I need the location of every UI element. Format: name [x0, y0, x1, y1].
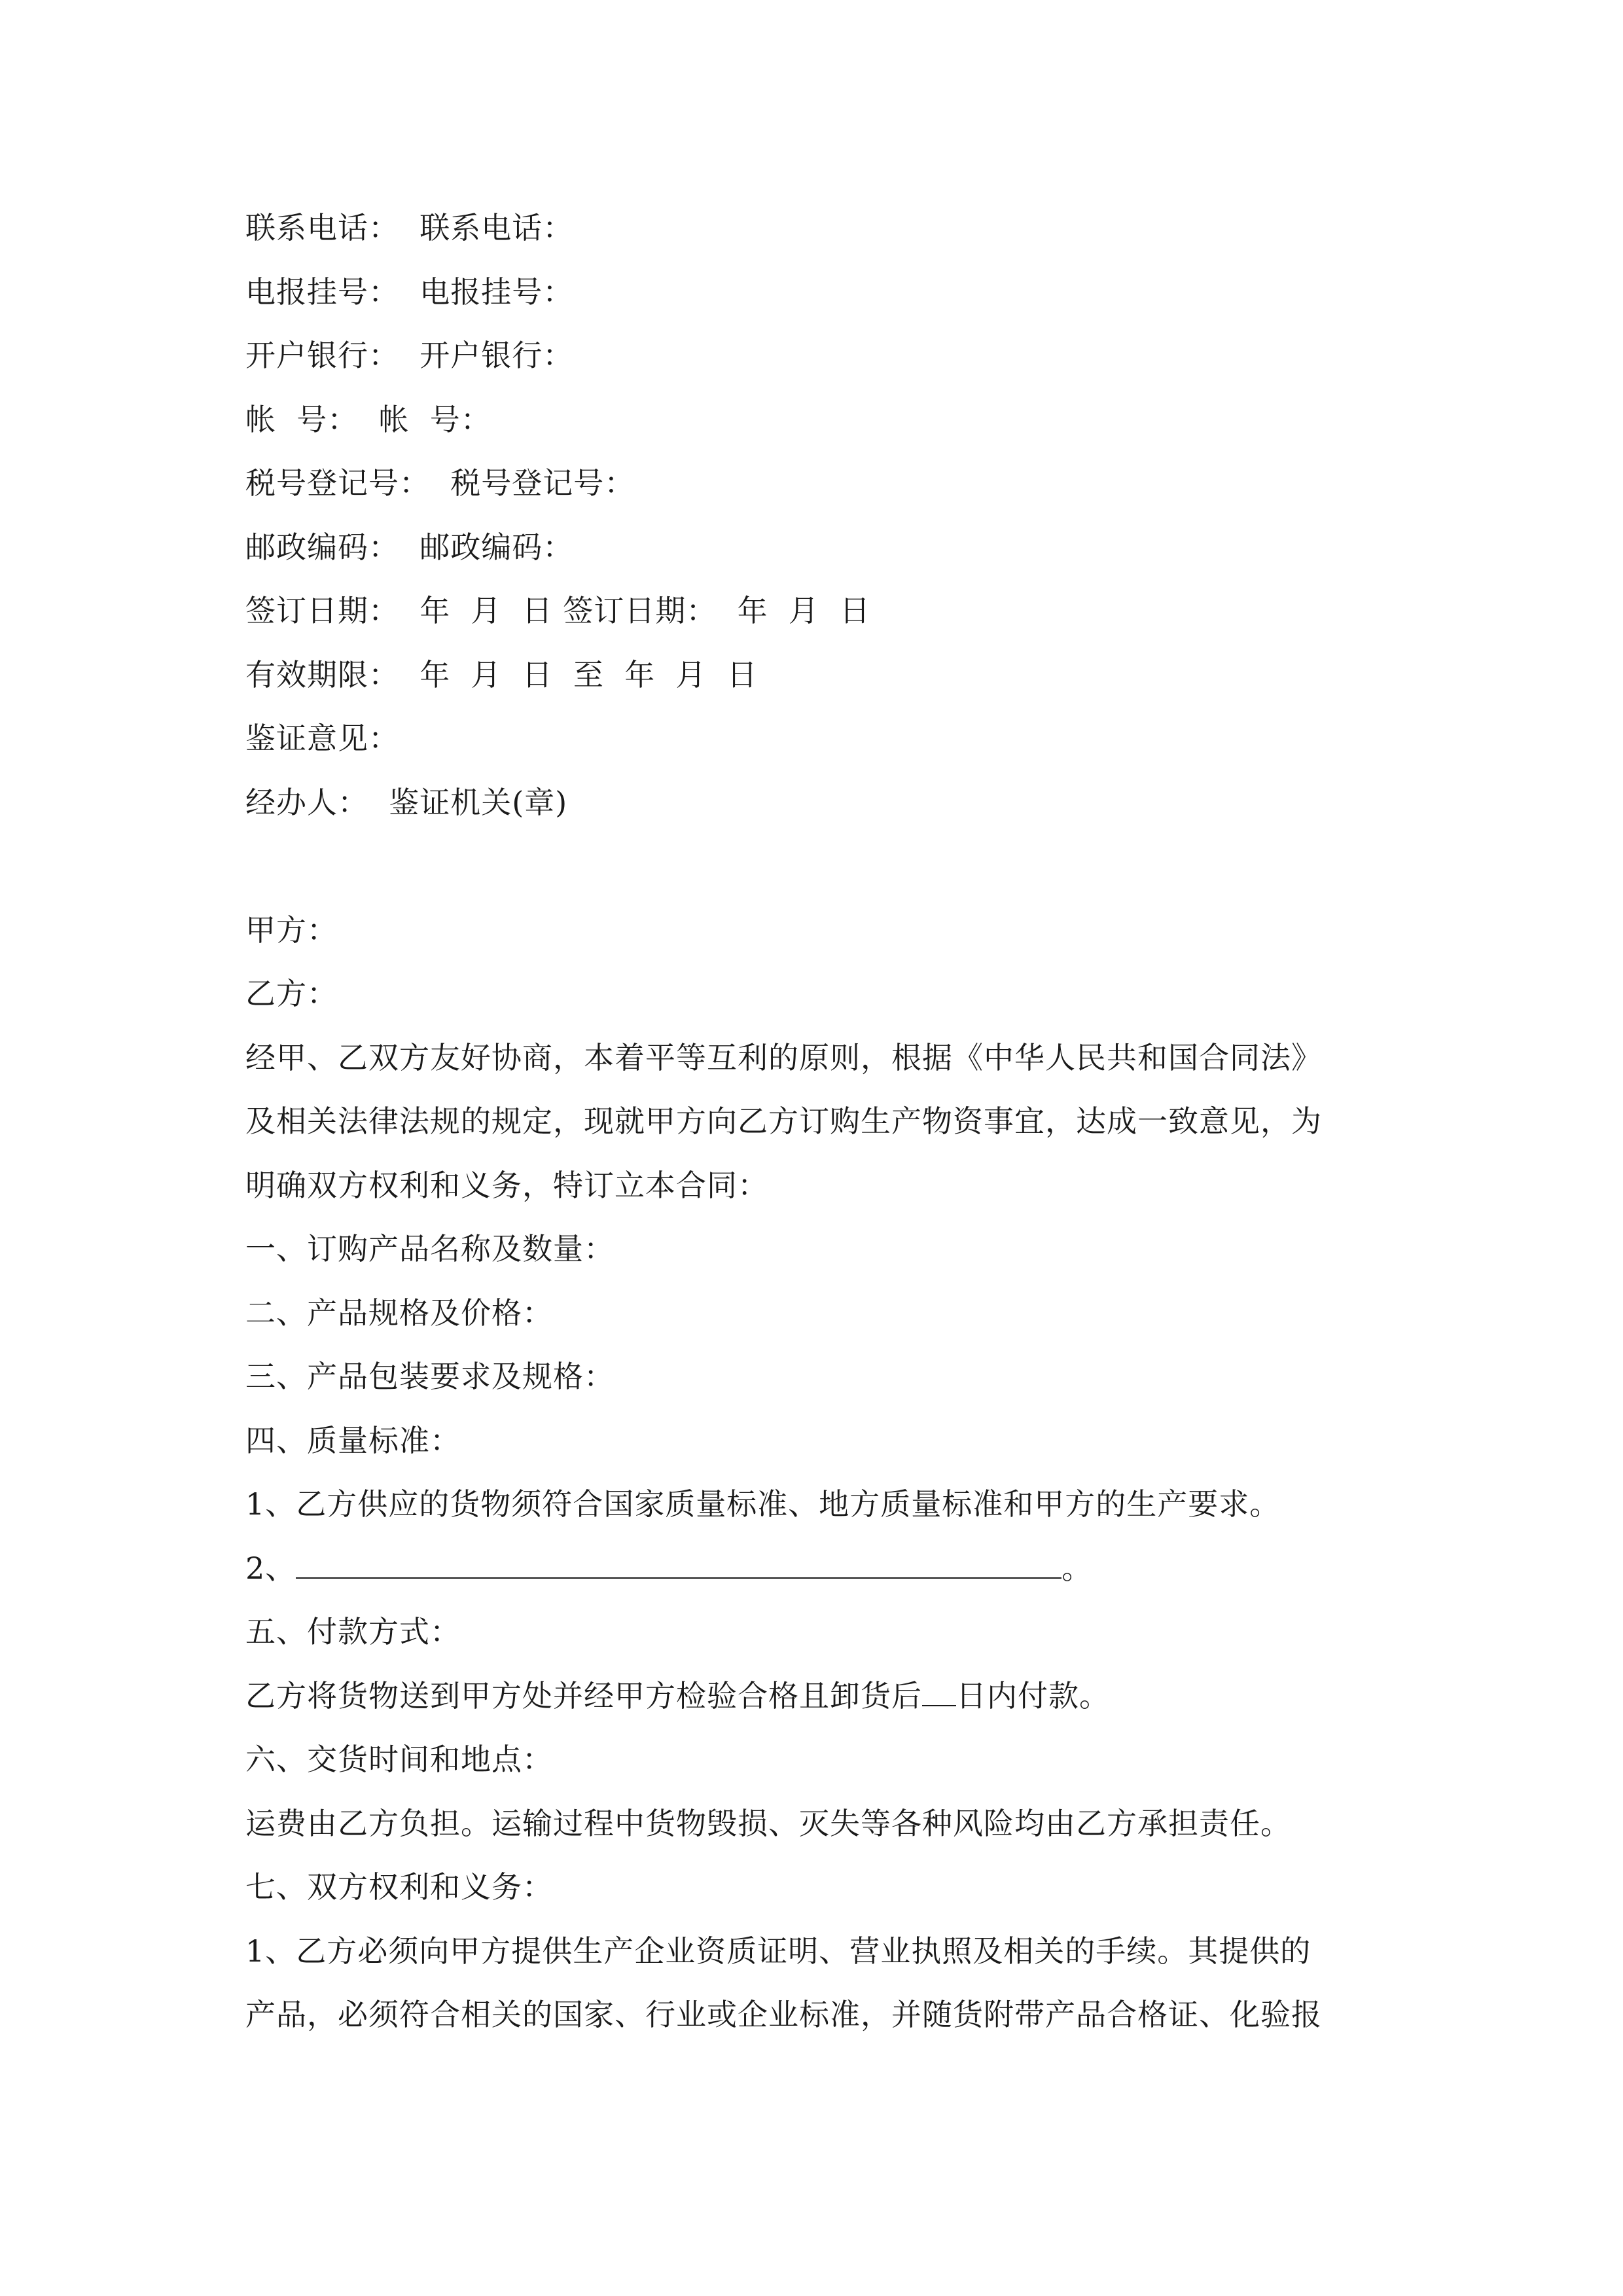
- handler-line: 经办人： 鉴证机关(章): [245, 784, 568, 820]
- validity-period: 有效期限： 年 月 日 至 年 月 日: [245, 656, 758, 692]
- clause-6-heading: 六、交货时间和地点：: [245, 1742, 553, 1777]
- contact-telegraph: 电报挂号： 电报挂号：: [245, 274, 574, 310]
- contact-tax: 税号登记号： 税号登记号：: [245, 465, 635, 501]
- days-blank[interactable]: [922, 1679, 956, 1706]
- clause-7-heading: 七、双方权利和义务：: [245, 1869, 553, 1905]
- clause-4-item-2: [245, 1537, 1423, 1601]
- party-a: 甲方：: [245, 912, 338, 948]
- fill-in-blank-line[interactable]: [296, 1551, 1061, 1579]
- section-gap: [245, 834, 1423, 899]
- clause-2-heading: 二、产品规格及价格：: [245, 1295, 553, 1331]
- preamble-line-3: 明确双方权利和义务，特订立本合同：: [245, 1167, 768, 1203]
- clause-1-heading: 一、订购产品名称及数量：: [245, 1231, 615, 1266]
- clause-5-text: [245, 1664, 1423, 1729]
- clause-6-text: 运费由乙方负担。运输过程中货物毁损、灭失等各种风险均由乙方承担责任。: [245, 1805, 1291, 1841]
- clause-4-item-1: 1、乙方供应的货物须符合国家质量标准、地方质量标准和甲方的生产要求。: [245, 1486, 1281, 1522]
- contact-bank: 开户银行： 开户银行：: [245, 338, 574, 373]
- sign-date: 签订日期： 年 月 日 签订日期： 年 月 日: [245, 593, 871, 628]
- clause-4-heading: 四、质量标准：: [245, 1422, 461, 1458]
- contract-body: [245, 196, 1423, 2047]
- clause-4-item-2-prefix: 2、: [245, 1550, 296, 1586]
- contact-phone: 联系电话： 联系电话：: [245, 210, 574, 245]
- clause-7-item-1-line-1: 1、乙方必须向甲方提供生产企业资质证明、营业执照及相关的手续。其提供的: [245, 1933, 1311, 1969]
- contact-postal: 邮政编码： 邮政编码：: [245, 529, 574, 565]
- party-b: 乙方：: [245, 976, 338, 1011]
- clause-5-heading: 五、付款方式：: [245, 1614, 461, 1649]
- preamble-line-1: 经甲、乙双方友好协商，本着平等互利的原则，根据《中华人民共和国合同法》: [245, 1039, 1322, 1075]
- clause-5-text-b: 日内付款。: [956, 1677, 1110, 1713]
- preamble-line-2: 及相关法律法规的规定，现就甲方向乙方订购生产物资事宜，达成一致意见，为: [245, 1103, 1322, 1139]
- contact-account: 帐 号： 帐 号：: [245, 401, 491, 437]
- clause-3-heading: 三、产品包装要求及规格：: [245, 1359, 615, 1394]
- clause-5-text-a: 乙方将货物送到甲方处并经甲方检验合格且卸货后: [245, 1677, 922, 1713]
- clause-4-item-2-suffix: 。: [1061, 1550, 1093, 1586]
- verification-opinion: 鉴证意见：: [245, 721, 399, 756]
- clause-7-item-1-line-2: 产品，必须符合相关的国家、行业或企业标准，并随货附带产品合格证、化验报: [245, 1997, 1322, 2032]
